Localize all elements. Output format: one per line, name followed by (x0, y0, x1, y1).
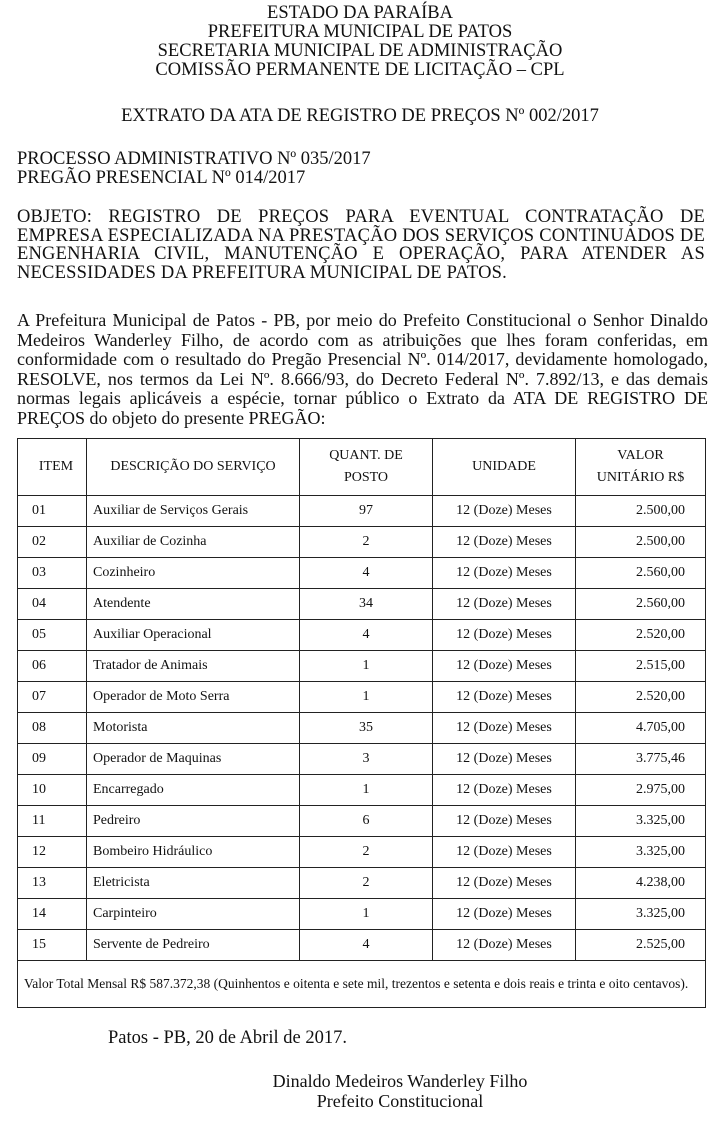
row-item-number: 06 (18, 651, 87, 682)
row-quantity: 97 (300, 496, 433, 527)
row-unit: 12 (Doze) Meses (433, 682, 576, 713)
row-item-number: 03 (18, 558, 87, 589)
row-description: Motorista (87, 713, 300, 744)
pregao-presencial: PREGÃO PRESENCIAL Nº 014/2017 (17, 168, 306, 188)
row-unit-value: 2.975,00 (576, 775, 706, 806)
signer-title: Prefeito Constitucional (316, 1091, 484, 1111)
row-unit-value: 2.560,00 (576, 589, 706, 620)
header-quantidade (300, 439, 433, 496)
table-row (18, 620, 706, 651)
row-description: Bombeiro Hidráulico (87, 837, 300, 868)
row-description: Eletricista (87, 868, 300, 899)
row-item-number: 04 (18, 589, 87, 620)
objeto-text: OBJETO: REGISTRO DE PREÇOS PARA EVENTUAL CONTRATAÇÃO DE EMPRESA ESPECIALIZADA NA PRESTAÇÃO DOS SERVIÇOS CONTINUADOS DE ENGENHARIA CIVIL, MANUTENÇÃO E OPERAÇÃO, PARA ATENDER AS NECESSIDADES DA PREFEITURA MUNICIPAL DE PATOS. (17, 207, 705, 283)
row-description: Carpinteiro (87, 899, 300, 930)
row-description: Servente de Pedreiro (87, 930, 300, 961)
row-unit-value: 3.775,46 (576, 744, 706, 775)
header-unidade: UNIDADE (433, 439, 576, 496)
row-item-number: 12 (18, 837, 87, 868)
row-item-number: 07 (18, 682, 87, 713)
row-unit: 12 (Doze) Meses (433, 589, 576, 620)
row-unit: 12 (Doze) Meses (433, 775, 576, 806)
row-unit-value: 2.525,00 (576, 930, 706, 961)
total-row (18, 961, 706, 1008)
services-table (17, 438, 706, 1008)
row-quantity: 34 (300, 589, 433, 620)
row-item-number: 13 (18, 868, 87, 899)
header-valor-line2: UNITÁRIO R$ (596, 470, 685, 485)
table-row (18, 713, 706, 744)
table-header-row (18, 439, 706, 496)
row-unit-value: 3.325,00 (576, 806, 706, 837)
row-unit-value: 4.238,00 (576, 868, 706, 899)
table-row (18, 806, 706, 837)
row-unit-value: 2.500,00 (576, 496, 706, 527)
row-description: Pedreiro (87, 806, 300, 837)
row-unit-value: 2.515,00 (576, 651, 706, 682)
row-unit-value: 3.325,00 (576, 899, 706, 930)
row-description: Auxiliar Operacional (87, 620, 300, 651)
row-quantity: 4 (300, 558, 433, 589)
row-description: Cozinheiro (87, 558, 300, 589)
row-item-number: 15 (18, 930, 87, 961)
row-description: Tratador de Animais (87, 651, 300, 682)
table-row (18, 775, 706, 806)
extrato-title: EXTRATO DA ATA DE REGISTRO DE PREÇOS Nº 002/2017 (121, 106, 599, 126)
row-unit-value: 3.325,00 (576, 837, 706, 868)
row-unit-value: 2.520,00 (576, 682, 706, 713)
table-row (18, 496, 706, 527)
row-unit: 12 (Doze) Meses (433, 527, 576, 558)
header-valor (576, 439, 706, 496)
row-description: Atendente (87, 589, 300, 620)
header-state: ESTADO DA PARAÍBA (267, 3, 453, 23)
table-row (18, 682, 706, 713)
row-unit: 12 (Doze) Meses (433, 868, 576, 899)
header-valor-line1: VALOR (617, 448, 664, 463)
table-row (18, 868, 706, 899)
signature-block (240, 1071, 560, 1111)
row-item-number: 05 (18, 620, 87, 651)
row-description: Auxiliar de Serviços Gerais (87, 496, 300, 527)
header-secretaria: SECRETARIA MUNICIPAL DE ADMINISTRAÇÃO (157, 41, 563, 61)
row-unit-value: 2.560,00 (576, 558, 706, 589)
table-row (18, 651, 706, 682)
row-quantity: 1 (300, 682, 433, 713)
header-quantidade-line2: POSTO (343, 470, 389, 485)
row-description: Encarregado (87, 775, 300, 806)
table-row (18, 558, 706, 589)
row-unit-value: 2.500,00 (576, 527, 706, 558)
header-comissao: COMISSÃO PERMANENTE DE LICITAÇÃO – CPL (155, 60, 565, 80)
total-text: Valor Total Mensal R$ 587.372,38 (Quinhentos e oitenta e sete mil, trezentos e setenta e dois reais e trinta e oito centavos). (18, 961, 706, 1008)
row-unit: 12 (Doze) Meses (433, 558, 576, 589)
row-unit: 12 (Doze) Meses (433, 651, 576, 682)
table-row (18, 589, 706, 620)
row-quantity: 35 (300, 713, 433, 744)
row-quantity: 2 (300, 868, 433, 899)
resolution-paragraph: A Prefeitura Municipal de Patos - PB, por meio do Prefeito Constitucional o Senhor Dinaldo Medeiros Wanderley Filho, de acordo com as atribuições que lhes foram conferidas, em conformidade com o resultado do Pregão Presencial Nº. 014/2017, devidamente homologado, RESOLVE, nos termos da Lei Nº. 8.666/93, do Decreto Federal Nº. 7.892/13, e das demais normas legais aplicáveis a espécie, tornar público o Extrato da ATA DE REGISTRO DE PREÇOS do objeto do presente PREGÃO: (17, 310, 708, 428)
row-item-number: 09 (18, 744, 87, 775)
row-unit: 12 (Doze) Meses (433, 496, 576, 527)
row-quantity: 2 (300, 527, 433, 558)
row-quantity: 1 (300, 651, 433, 682)
row-unit: 12 (Doze) Meses (433, 620, 576, 651)
table-row (18, 899, 706, 930)
header-prefeitura: PREFEITURA MUNICIPAL DE PATOS (207, 22, 513, 42)
row-unit-value: 2.520,00 (576, 620, 706, 651)
document-header (0, 4, 720, 80)
row-quantity: 2 (300, 837, 433, 868)
signer-name: Dinaldo Medeiros Wanderley Filho (272, 1071, 528, 1091)
row-quantity: 3 (300, 744, 433, 775)
table-body (18, 496, 706, 961)
row-quantity: 1 (300, 899, 433, 930)
row-unit: 12 (Doze) Meses (433, 837, 576, 868)
row-item-number: 08 (18, 713, 87, 744)
row-quantity: 1 (300, 775, 433, 806)
row-unit: 12 (Doze) Meses (433, 930, 576, 961)
table-row (18, 744, 706, 775)
row-item-number: 01 (18, 496, 87, 527)
header-quantidade-line1: QUANT. DE (329, 448, 403, 463)
row-quantity: 4 (300, 930, 433, 961)
row-unit: 12 (Doze) Meses (433, 899, 576, 930)
table-row (18, 930, 706, 961)
row-description: Operador de Maquinas (87, 744, 300, 775)
processo-block (17, 150, 371, 188)
row-description: Operador de Moto Serra (87, 682, 300, 713)
row-quantity: 4 (300, 620, 433, 651)
row-unit: 12 (Doze) Meses (433, 744, 576, 775)
row-item-number: 11 (18, 806, 87, 837)
row-unit: 12 (Doze) Meses (433, 713, 576, 744)
table-row (18, 837, 706, 868)
header-item: ITEM (18, 439, 87, 496)
processo-administrativo: PROCESSO ADMINISTRATIVO Nº 035/2017 (17, 149, 371, 169)
row-item-number: 02 (18, 527, 87, 558)
header-descricao: DESCRIÇÃO DO SERVIÇO (87, 439, 300, 496)
row-unit-value: 4.705,00 (576, 713, 706, 744)
row-unit: 12 (Doze) Meses (433, 806, 576, 837)
table-row (18, 527, 706, 558)
place-date: Patos - PB, 20 de Abril de 2017. (108, 1028, 347, 1048)
row-quantity: 6 (300, 806, 433, 837)
row-item-number: 10 (18, 775, 87, 806)
row-description: Auxiliar de Cozinha (87, 527, 300, 558)
row-item-number: 14 (18, 899, 87, 930)
